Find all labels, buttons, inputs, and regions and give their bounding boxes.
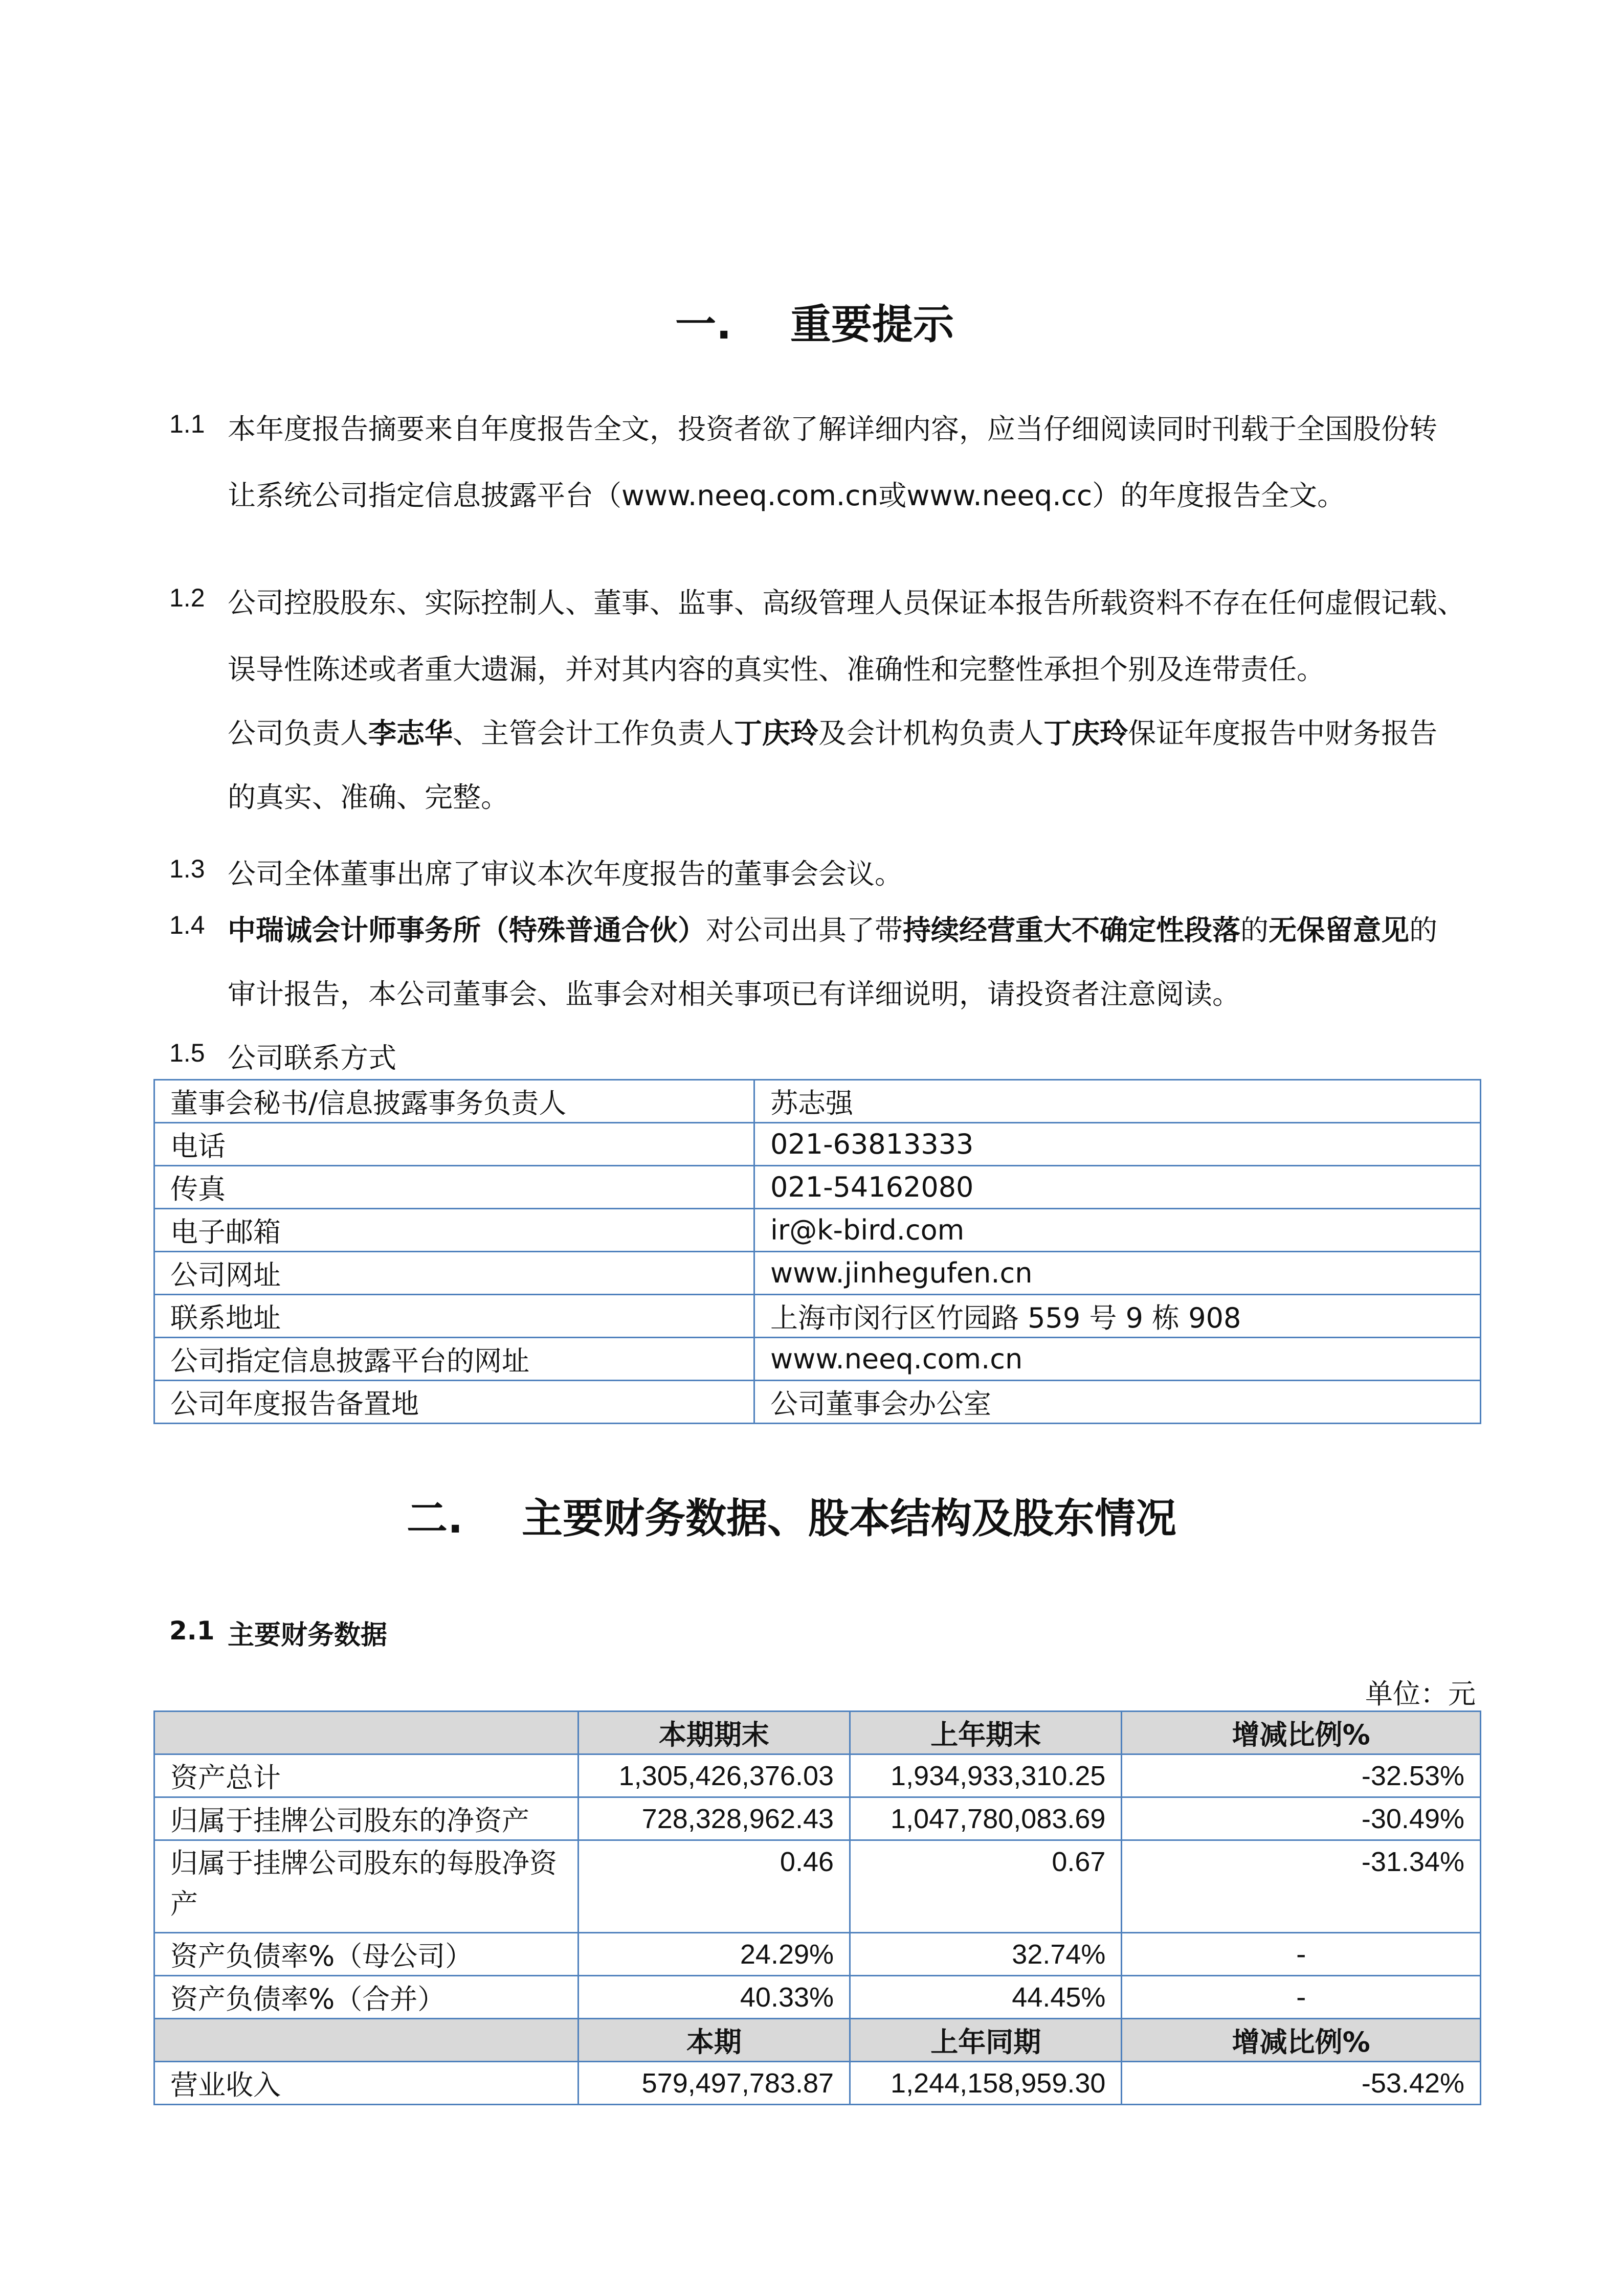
- contact-key: 公司指定信息披露平台的网址: [154, 1338, 754, 1381]
- table-header-row: [154, 2019, 1481, 2062]
- table-row: [154, 1381, 1481, 1424]
- contact-key: 电话: [154, 1123, 754, 1166]
- row-label: 资产总计: [154, 1754, 579, 1797]
- header-cell: 上年同期: [850, 2019, 1122, 2062]
- item-2-1-number: 2.1: [169, 1616, 215, 1646]
- audit-opinion: 无保留意见: [1269, 914, 1410, 947]
- header-cell: 本期期末: [578, 1712, 850, 1754]
- table-row: [154, 1754, 1481, 1797]
- header-cell: [154, 1712, 579, 1754]
- contact-value: www.neeq.com.cn: [754, 1338, 1481, 1381]
- header-cell: 增减比例%: [1122, 1712, 1481, 1754]
- contact-value: 021-54162080: [754, 1166, 1481, 1209]
- table-row: [154, 1080, 1481, 1123]
- prior-period-value: 0.67: [850, 1840, 1122, 1933]
- contact-key: 公司年度报告备置地: [154, 1381, 754, 1424]
- accounting-head: 丁庆玲: [734, 717, 819, 750]
- table-header-row: [154, 1712, 1481, 1754]
- current-period-value: 40.33%: [578, 1976, 850, 2019]
- item-1-2-line3-c: 、主管会计工作负责人: [453, 717, 735, 750]
- item-1-3-text: 公司全体董事出席了审议本次年度报告的董事会会议。: [228, 858, 903, 890]
- table-row: [154, 1209, 1481, 1252]
- contact-key: 联系地址: [154, 1295, 754, 1338]
- change-percent: -30.49%: [1122, 1797, 1481, 1840]
- item-1-4-text-d: 的: [1240, 914, 1269, 947]
- header-cell: 上年期末: [850, 1712, 1122, 1754]
- item-1-4-line2: 审计报告，本公司董事会、监事会对相关事项已有详细说明，请投资者注意阅读。: [228, 978, 1241, 1010]
- change-percent: -31.34%: [1122, 1840, 1481, 1933]
- table-row: [154, 1976, 1481, 2019]
- table-row: [154, 1840, 1481, 1933]
- item-1-2-line3-e: 及会计机构负责人: [818, 717, 1044, 750]
- row-label: 营业收入: [154, 2062, 579, 2105]
- contact-value: 021-63813333: [754, 1123, 1481, 1166]
- financial-data-table: [153, 1710, 1481, 2105]
- section2-title: 主要财务数据、股本结构及股东情况: [522, 1495, 1176, 1542]
- section2-number: 二.: [407, 1495, 463, 1542]
- table-row: [154, 1338, 1481, 1381]
- item-1-4-line1: [228, 908, 1437, 948]
- contact-key: 董事会秘书/信息披露事务负责人: [154, 1080, 754, 1123]
- going-concern-paragraph: 持续经营重大不确定性段落: [903, 914, 1241, 947]
- contact-value: ir@k-bird.com: [754, 1209, 1481, 1252]
- prior-period-value: 1,934,933,310.25: [850, 1754, 1122, 1797]
- item-1-1-number: 1.1: [169, 410, 205, 438]
- item-1-1-line2: 让系统公司指定信息披露平台（www.neeq.com.cn或www.neeq.cc）的年度报告全文。: [228, 479, 1346, 512]
- item-2-1-title: 主要财务数据: [228, 1620, 388, 1651]
- current-period-value: 728,328,962.43: [578, 1797, 850, 1840]
- contact-key: 传真: [154, 1166, 754, 1209]
- change-percent: -: [1122, 1933, 1481, 1976]
- table-row: [154, 2062, 1481, 2105]
- prior-period-value: 32.74%: [850, 1933, 1122, 1976]
- row-label: 归属于挂牌公司股东的每股净资产: [154, 1840, 579, 1933]
- item-1-2-number: 1.2: [169, 583, 205, 612]
- prior-period-value: 44.45%: [850, 1976, 1122, 2019]
- table-row: [154, 1123, 1481, 1166]
- prior-period-value: 1,047,780,083.69: [850, 1797, 1122, 1840]
- item-1-4-number: 1.4: [169, 911, 205, 939]
- prior-period-value: 1,244,158,959.30: [850, 2062, 1122, 2105]
- item-1-4-text-b: 对公司出具了带: [706, 914, 903, 947]
- contact-value: 公司董事会办公室: [754, 1381, 1481, 1424]
- section1-number: 一.: [675, 301, 732, 348]
- item-1-5-text: 公司联系方式: [228, 1042, 397, 1074]
- table-row: [154, 1252, 1481, 1295]
- item-1-2-line3-g: 保证年度报告中财务报告: [1128, 717, 1438, 750]
- table-row: [154, 1295, 1481, 1338]
- section1-title: 重要提示: [790, 301, 954, 348]
- contact-table: [153, 1079, 1481, 1424]
- audit-firm: 中瑞诚会计师事务所（特殊普通合伙）: [228, 914, 706, 947]
- item-1-1-line1: 本年度报告摘要来自年度报告全文，投资者欲了解详细内容，应当仔细阅读同时刊载于全国股份转: [228, 413, 1438, 445]
- current-period-value: 1,305,426,376.03: [578, 1754, 850, 1797]
- header-cell: 增减比例%: [1122, 2019, 1481, 2062]
- item-1-2-line3: [228, 711, 1437, 751]
- row-label: 资产负债率%（母公司）: [154, 1933, 579, 1976]
- responsible-person: 李志华: [368, 717, 453, 750]
- contact-key: 公司网址: [154, 1252, 754, 1295]
- item-1-4-text-f: 的: [1409, 914, 1438, 947]
- row-label: 资产负债率%（合并）: [154, 1976, 579, 2019]
- item-1-2-line2: 误导性陈述或者重大遗漏，并对其内容的真实性、准确性和完整性承担个别及连带责任。: [228, 653, 1325, 686]
- contact-value: www.jinhegufen.cn: [754, 1252, 1481, 1295]
- item-1-2-line1: 公司控股股东、实际控制人、董事、监事、高级管理人员保证本报告所载资料不存在任何虚假记载、: [228, 587, 1466, 619]
- header-cell: [154, 2019, 579, 2062]
- item-1-2-line3-a: 公司负责人: [228, 717, 369, 750]
- current-period-value: 24.29%: [578, 1933, 850, 1976]
- current-period-value: 579,497,783.87: [578, 2062, 850, 2105]
- table-row: [154, 1933, 1481, 1976]
- item-1-2-line4: 的真实、准确、完整。: [228, 781, 509, 814]
- item-1-3-number: 1.3: [169, 854, 205, 883]
- item-1-5-number: 1.5: [169, 1039, 205, 1067]
- header-cell: 本期: [578, 2019, 850, 2062]
- accounting-org-head: 丁庆玲: [1043, 717, 1128, 750]
- current-period-value: 0.46: [578, 1840, 850, 1933]
- contact-value: 上海市闵行区竹园路 559 号 9 栋 908: [754, 1295, 1481, 1338]
- table-row: [154, 1797, 1481, 1840]
- change-percent: -53.42%: [1122, 2062, 1481, 2105]
- unit-label: 单位：元: [1365, 1678, 1476, 1710]
- table-row: [154, 1166, 1481, 1209]
- contact-key: 电子邮箱: [154, 1209, 754, 1252]
- change-percent: -: [1122, 1976, 1481, 2019]
- change-percent: -32.53%: [1122, 1754, 1481, 1797]
- contact-value: 苏志强: [754, 1080, 1481, 1123]
- row-label: 归属于挂牌公司股东的净资产: [154, 1797, 579, 1840]
